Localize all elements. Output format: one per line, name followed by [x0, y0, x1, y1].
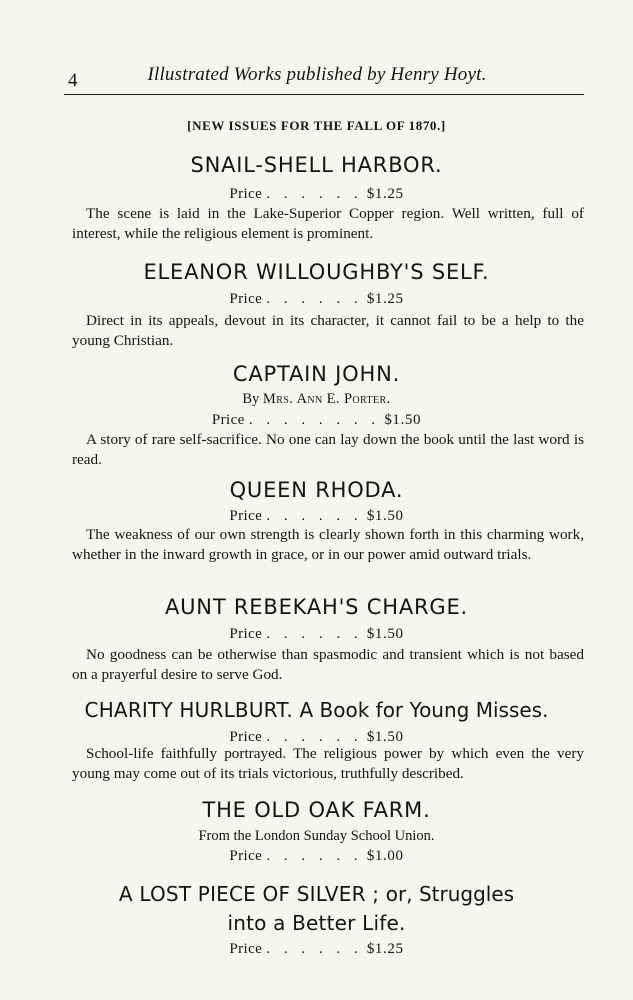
price-label: Price: [229, 291, 263, 307]
price-label: Price: [211, 412, 245, 428]
byline-author: Mrs. Ann E. Porter.: [262, 391, 391, 407]
price-line: [0, 412, 633, 429]
price-amount: $1.25: [366, 291, 404, 307]
price-line: [0, 291, 633, 308]
book-subtitle: or, Struggles: [385, 882, 515, 906]
book-title: A LOST PIECE OF SILVER ;: [118, 882, 380, 906]
price-dots: . . . . . .: [266, 848, 363, 864]
running-title: Illustrated Works published by Henry Hoyt.: [147, 64, 487, 85]
book-description: The scene is laid in the Lake-Superior Copper region. Well written, full of interest, while the religious element is prominent.: [72, 205, 584, 242]
header-rule: [64, 94, 584, 95]
price-amount: $1.50: [366, 626, 404, 642]
price-line: [0, 941, 633, 958]
book-title: AUNT REBEKAH'S CHARGE.: [164, 595, 469, 619]
book-subtitle-line2: into a Better Life.: [227, 911, 406, 935]
book-description: The weakness of our own strength is clearly shown forth in this charming work, whether in the inward growth in grace, or in our power amid outward trials.: [72, 526, 584, 563]
price-dots: . . . . . . . .: [248, 412, 381, 428]
price-amount: $1.50: [384, 412, 422, 428]
price-line: [0, 186, 633, 203]
section-heading: [NEW ISSUES FOR THE FALL OF 1870.]: [187, 118, 446, 133]
price-label: Price: [229, 941, 263, 957]
price-line: [0, 848, 633, 865]
price-label: Price: [229, 508, 263, 524]
price-dots: . . . . . .: [266, 729, 363, 745]
price-line: [0, 508, 633, 525]
book-byline: [0, 391, 633, 408]
price-amount: $1.25: [366, 941, 404, 957]
book-title: ELEANOR WILLOUGHBY'S SELF.: [143, 260, 490, 284]
price-amount: $1.25: [366, 186, 404, 202]
price-dots: . . . . . .: [266, 941, 363, 957]
book-description: A story of rare self-sacrifice. No one can lay down the book until the last word is read.: [72, 431, 584, 468]
price-dots: . . . . . .: [266, 626, 363, 642]
price-label: Price: [229, 848, 263, 864]
price-amount: $1.50: [366, 508, 404, 524]
price-dots: . . . . . .: [266, 508, 363, 524]
book-title: CHARITY HURLBURT.: [84, 698, 293, 722]
price-amount: $1.00: [366, 848, 404, 864]
book-title-line: [0, 882, 633, 906]
book-subtitle: A Book for Young Misses.: [299, 698, 549, 722]
price-line: [0, 626, 633, 643]
book-source: From the London Sunday School Union.: [198, 828, 435, 844]
book-description: No goodness can be otherwise than spasmodic and transient which is not based on a prayerful desire to serve God.: [72, 646, 584, 683]
price-label: Price: [229, 729, 263, 745]
book-title: CAPTAIN JOHN.: [232, 362, 401, 386]
book-title-line: [0, 698, 633, 722]
price-amount: $1.50: [366, 729, 404, 745]
byline-prefix: By: [242, 391, 260, 407]
book-description: Direct in its appeals, devout in its character, it cannot fail to be a help to the young Christian.: [72, 312, 584, 349]
price-dots: . . . . . .: [266, 291, 363, 307]
book-title: SNAIL-SHELL HARBOR.: [190, 153, 443, 177]
price-label: Price: [229, 626, 263, 642]
book-title: QUEEN RHODA.: [229, 478, 404, 502]
page-number: 4: [68, 70, 78, 91]
price-label: Price: [229, 186, 263, 202]
book-description: School-life faithfully portrayed. The religious power by which even the very young may come out of its trials victorious, truthfully described.: [72, 745, 584, 782]
book-title: THE OLD OAK FARM.: [202, 798, 431, 822]
price-dots: . . . . . .: [266, 186, 363, 202]
